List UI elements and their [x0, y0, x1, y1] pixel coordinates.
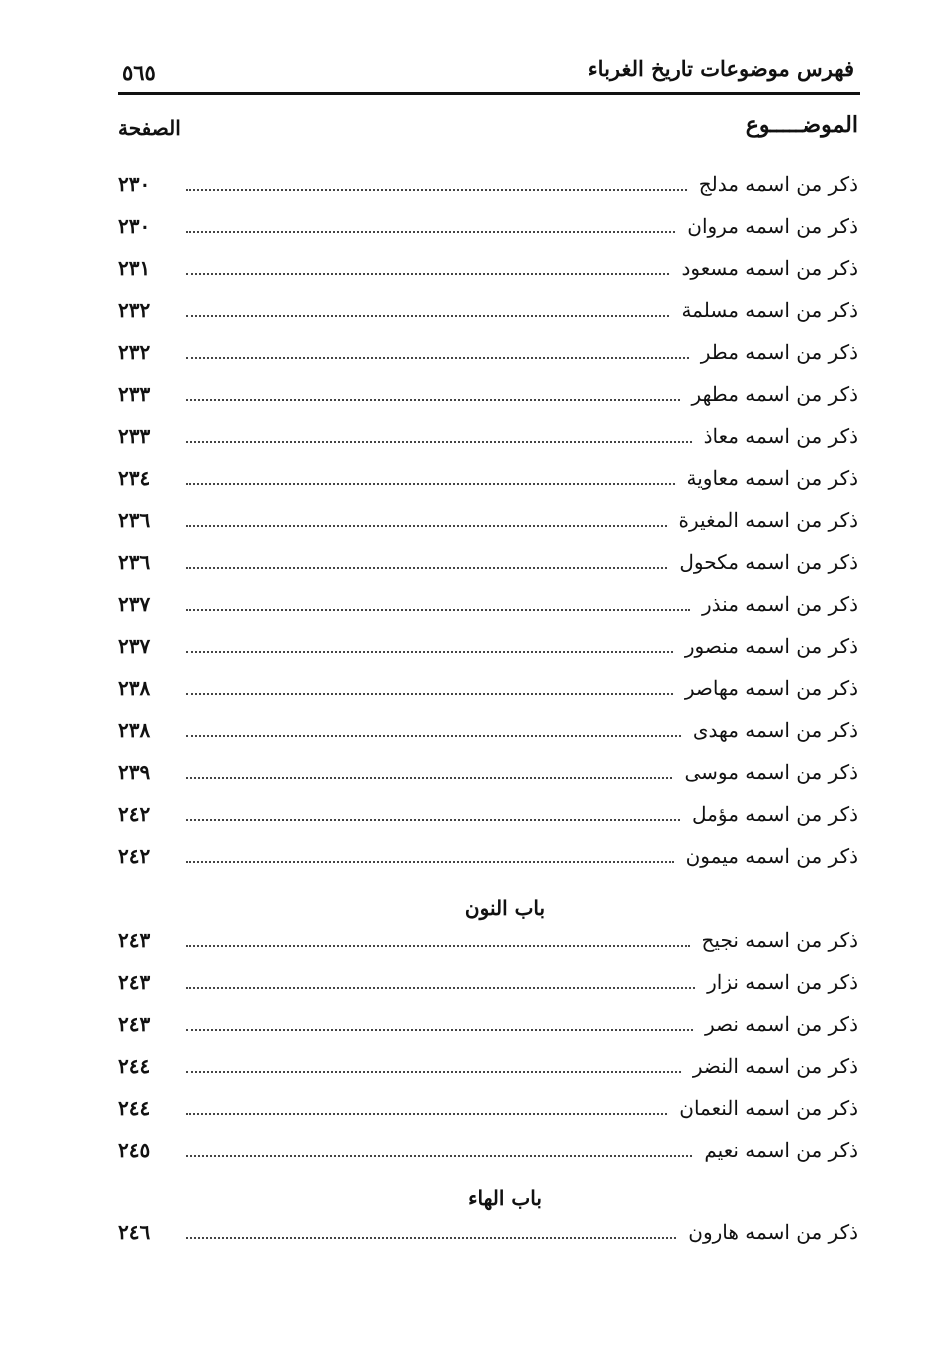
header-rule [118, 92, 860, 95]
index-list-mim [118, 172, 858, 886]
index-entry [118, 802, 858, 844]
index-entry [118, 1012, 858, 1054]
index-entry [118, 550, 858, 592]
entry-title: ذكر من اسمه نزار [707, 970, 858, 994]
dot-leader [186, 1113, 667, 1115]
entry-page-number: ٢٣٨ [118, 676, 151, 700]
running-title: فهرس موضوعات تاريخ الغرباء [587, 56, 854, 81]
index-entry [118, 970, 858, 1012]
dot-leader [186, 1155, 692, 1157]
entry-title: ذكر من اسمه ميمون [685, 844, 858, 868]
entry-page-number: ٢٤٣ [118, 1012, 151, 1036]
entry-title: ذكر من اسمه مسلمة [681, 298, 858, 322]
index-entry [118, 1220, 858, 1262]
index-list-nun [118, 928, 858, 1180]
index-entry [118, 172, 858, 214]
index-list-ha [118, 1220, 858, 1262]
entry-page-number: ٢٣٩ [118, 760, 151, 784]
dot-leader [186, 399, 680, 401]
entry-title: ذكر من اسمه مطهر [691, 382, 858, 406]
index-entry [118, 634, 858, 676]
index-entry [118, 1138, 858, 1180]
entry-page-number: ٢٣٤ [118, 466, 151, 490]
dot-leader [186, 231, 675, 233]
entry-title: ذكر من اسمه معاوية [686, 466, 858, 490]
dot-leader [186, 651, 673, 653]
entry-title: ذكر من اسمه مروان [687, 214, 858, 238]
entry-page-number: ٢٣٣ [118, 382, 151, 406]
dot-leader [186, 1237, 676, 1239]
index-entry [118, 424, 858, 466]
entry-title: ذكر من اسمه هارون [688, 1220, 858, 1244]
dot-leader [186, 567, 667, 569]
entry-title: ذكر من اسمه مهدى [692, 718, 858, 742]
entry-title: ذكر من اسمه النضر [692, 1054, 858, 1078]
dot-leader [186, 861, 674, 863]
dot-leader [186, 819, 680, 821]
index-entry [118, 592, 858, 634]
entry-title: ذكر من اسمه مطر [700, 340, 858, 364]
index-entry [118, 256, 858, 298]
entry-title: ذكر من اسمه نعيم [704, 1138, 858, 1162]
dot-leader [186, 357, 689, 359]
index-entry [118, 298, 858, 340]
dot-leader [186, 945, 690, 947]
index-entry [118, 928, 858, 970]
entry-page-number: ٢٣٦ [118, 508, 151, 532]
entry-page-number: ٢٣٦ [118, 550, 151, 574]
index-entry [118, 1054, 858, 1096]
index-entry [118, 382, 858, 424]
entry-title: ذكر من اسمه منذر [702, 592, 858, 616]
dot-leader [186, 189, 687, 191]
entry-page-number: ٢٤٥ [118, 1138, 151, 1162]
entry-page-number: ٢٣٧ [118, 592, 151, 616]
entry-page-number: ٢٣١ [118, 256, 151, 280]
entry-page-number: ٢٤٣ [118, 970, 151, 994]
dot-leader [186, 777, 672, 779]
index-entry [118, 844, 858, 886]
entry-title: ذكر من اسمه مسعود [681, 256, 858, 280]
page-column-heading: الصفحة [118, 116, 181, 140]
entry-page-number: ٢٤٣ [118, 928, 151, 952]
entry-page-number: ٢٤٦ [118, 1220, 151, 1244]
entry-title: ذكر من اسمه مؤمل [692, 802, 858, 826]
entry-title: ذكر من اسمه مكحول [679, 550, 858, 574]
entry-title: ذكر من اسمه المغيرة [678, 508, 858, 532]
entry-page-number: ٢٣٢ [118, 340, 151, 364]
entry-title: ذكر من اسمه مدلج [698, 172, 858, 196]
dot-leader [186, 693, 673, 695]
entry-page-number: ٢٣٠ [118, 172, 151, 196]
index-entry [118, 466, 858, 508]
section-title-nun: باب النون [464, 896, 546, 920]
dot-leader [186, 315, 669, 317]
entry-title: ذكر من اسمه موسى [684, 760, 858, 784]
dot-leader [186, 735, 681, 737]
entry-title: ذكر من اسمه نصر [704, 1012, 858, 1036]
dot-leader [186, 441, 692, 443]
entry-page-number: ٢٤٤ [118, 1054, 151, 1078]
subject-column-heading: الموضـــــوع [745, 112, 858, 138]
index-entry [118, 676, 858, 718]
index-entry [118, 1096, 858, 1138]
dot-leader [186, 483, 675, 485]
index-entry [118, 760, 858, 802]
dot-leader [186, 1071, 681, 1073]
entry-page-number: ٢٤٢ [118, 802, 151, 826]
entry-page-number: ٢٣٧ [118, 634, 151, 658]
entry-page-number: ٢٤٢ [118, 844, 151, 868]
entry-page-number: ٢٣٢ [118, 298, 151, 322]
entry-page-number: ٢٤٤ [118, 1096, 151, 1120]
dot-leader [186, 1029, 693, 1031]
index-entry [118, 508, 858, 550]
index-entry [118, 340, 858, 382]
dot-leader [186, 273, 669, 275]
entry-page-number: ٢٣٠ [118, 214, 151, 238]
section-title-ha: باب الهاء [468, 1186, 542, 1210]
index-entry [118, 718, 858, 760]
index-entry [118, 214, 858, 256]
dot-leader [186, 609, 690, 611]
entry-title: ذكر من اسمه معاذ [703, 424, 858, 448]
entry-title: ذكر من اسمه نجيح [701, 928, 858, 952]
dot-leader [186, 525, 667, 527]
entry-title: ذكر من اسمه النعمان [679, 1096, 858, 1120]
entry-title: ذكر من اسمه مهاصر [684, 676, 858, 700]
entry-page-number: ٢٣٨ [118, 718, 151, 742]
entry-page-number: ٢٣٣ [118, 424, 151, 448]
entry-title: ذكر من اسمه منصور [684, 634, 858, 658]
dot-leader [186, 987, 695, 989]
page-number: ٥٦٥ [122, 60, 156, 85]
